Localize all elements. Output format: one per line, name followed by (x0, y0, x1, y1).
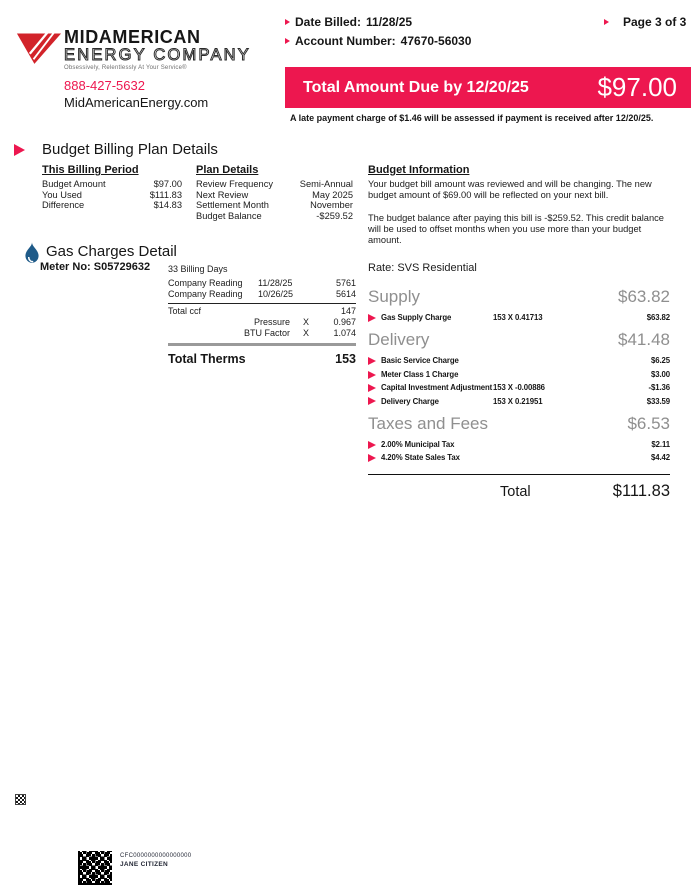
charge-row (368, 381, 670, 394)
charge-label: Capital Investment Adjustment (381, 383, 493, 393)
plan-details-row (196, 211, 353, 222)
arrow-icon (604, 19, 609, 25)
usage-table (168, 264, 356, 366)
supply-group-header (368, 287, 670, 307)
charge-amount: $33.59 (646, 396, 670, 406)
budget-section-title: Budget Billing Plan Details (42, 141, 218, 158)
brand-text-block (64, 28, 251, 110)
group-amount: $41.48 (618, 330, 670, 350)
charge-calc: 153 X 0.21951 (493, 396, 543, 406)
billing-period-column (42, 164, 182, 211)
taxes-group-header (368, 414, 670, 434)
plan-details-row (196, 190, 353, 201)
plan-details-title: Plan Details (196, 164, 259, 176)
budget-info-paragraph: The budget balance after paying this bill is -$259.52. This credit balance will be used to offset months when you use more than your budget amount. (368, 212, 664, 246)
plan-details-row (196, 179, 353, 190)
charge-row (368, 438, 670, 451)
row-label: Budget Balance (196, 210, 262, 221)
charges-total-amount: $111.83 (612, 481, 670, 500)
total-therms-row (168, 352, 356, 366)
plan-details-row (196, 200, 353, 211)
arrow-icon (285, 38, 290, 44)
account-number-value: 47670-56030 (400, 34, 472, 48)
row-label: Budget Amount (42, 179, 106, 189)
mail-code: CFC0000000000000000 (120, 853, 192, 859)
play-icon (368, 441, 376, 449)
row-label: Review Frequency (196, 179, 273, 189)
charge-row (368, 311, 670, 324)
recipient-name: JANE CITIZEN (120, 861, 169, 868)
budget-info-paragraph: Your budget bill amount was reviewed and will be changing. The new budget amount of $69.00 will be reflected on your next bill. (368, 179, 652, 201)
total-due-banner (285, 67, 691, 108)
charge-label: Gas Supply Charge (381, 313, 452, 322)
charge-label: 2.00% Municipal Tax (381, 440, 455, 450)
btu-factor-row (168, 328, 356, 339)
charge-label: Delivery Charge (381, 396, 439, 406)
billing-period-title: This Billing Period (42, 164, 139, 176)
midamerican-logo-icon (16, 31, 62, 71)
charge-label: Basic Service Charge (381, 356, 459, 366)
row-label: Difference (42, 200, 85, 211)
reading-value: 5761 (335, 278, 356, 288)
thick-divider (168, 343, 356, 346)
qr-code (15, 794, 26, 805)
group-name: Taxes and Fees (368, 414, 489, 434)
play-icon (368, 397, 376, 405)
delivery-group-header (368, 330, 670, 350)
flame-icon (22, 241, 42, 264)
reading-date: 11/28/25 (258, 278, 293, 288)
factor-operator: X (302, 328, 309, 338)
reading-label: Company Reading (168, 278, 243, 288)
total-therms-label: Total Therms (168, 352, 246, 366)
mailing-block (120, 853, 191, 868)
row-value: $97.00 (153, 179, 182, 189)
billing-period-row (42, 179, 182, 190)
late-payment-notice: A late payment charge of $1.46 will be assessed if payment is received after 12/20/25. (290, 113, 654, 123)
datamatrix-barcode (78, 851, 112, 885)
charge-amount: $6.25 (650, 356, 670, 366)
group-name: Delivery (368, 330, 430, 350)
charge-row (368, 354, 670, 367)
charge-amount: $4.42 (650, 453, 670, 463)
billing-days: 33 Billing Days (168, 264, 228, 274)
total-ccf-row (168, 306, 356, 317)
factor-operator: X (302, 317, 309, 327)
budget-information-column (368, 164, 665, 257)
page-indicator (604, 15, 686, 29)
play-icon (368, 454, 376, 462)
billing-period-row (42, 190, 182, 201)
charge-calc: 153 X -0.00886 (493, 383, 545, 393)
play-icon (368, 371, 376, 379)
factor-label: Pressure (253, 317, 290, 327)
charge-label: Meter Class 1 Charge (381, 369, 459, 379)
charge-row (368, 451, 670, 464)
brand-name-line1: MIDAMERICAN (64, 27, 201, 47)
group-amount: $6.53 (627, 414, 670, 434)
charge-amount: $2.11 (651, 440, 670, 450)
play-icon (368, 314, 376, 322)
brand-website: MidAmericanEnergy.com (64, 95, 209, 110)
total-due-amount: $97.00 (597, 72, 677, 102)
factor-label: BTU Factor (243, 328, 290, 338)
reading-date: 10/26/25 (258, 289, 294, 299)
row-value: $14.83 (153, 200, 182, 211)
charges-panel (368, 262, 670, 501)
charges-total-row (368, 482, 670, 501)
group-name: Supply (368, 287, 420, 306)
budget-information-title: Budget Information (368, 164, 470, 176)
account-number-line (285, 34, 471, 48)
row-value: May 2025 (312, 189, 353, 200)
reading-label: Company Reading (168, 289, 243, 299)
group-amount: $63.82 (618, 287, 670, 306)
charges-total-label: Total (500, 483, 531, 500)
total-ccf-label: Total ccf (168, 306, 202, 316)
rate-label: Rate: SVS Residential (368, 262, 477, 274)
row-label: Next Review (196, 189, 249, 200)
meter-number: Meter No: S05729632 (40, 261, 151, 273)
date-billed-label: Date Billed: (295, 15, 362, 29)
divider (168, 303, 356, 304)
reading-value: 5614 (335, 289, 356, 299)
total-therms-value: 153 (335, 352, 356, 366)
brand-name-line2: ENERGY COMPANY (64, 46, 251, 64)
factor-value: 0.967 (333, 317, 356, 327)
factor-value: 1.074 (333, 328, 356, 338)
brand-tagline: Obsessively, Relentlessly At Your Service® (64, 65, 187, 71)
row-value: November (310, 200, 353, 211)
plan-details-column (196, 164, 353, 221)
play-icon (14, 144, 25, 156)
gas-section-title: Gas Charges Detail (46, 243, 177, 260)
charge-row (368, 368, 670, 381)
row-label: Settlement Month (196, 200, 269, 211)
charge-amount: $3.00 (650, 369, 670, 379)
charge-row (368, 395, 670, 408)
row-value: -$259.52 (316, 210, 353, 221)
meter-reading-row (168, 289, 356, 300)
charge-amount: -$1.36 (648, 383, 670, 393)
charge-amount: $63.82 (646, 313, 670, 322)
play-icon (368, 384, 376, 392)
brand-phone-number: 888-427-5632 (64, 78, 145, 93)
total-ccf-value: 147 (340, 306, 356, 316)
page-indicator-label: Page 3 of 3 (623, 15, 687, 29)
row-value: $111.83 (149, 189, 182, 200)
pressure-row (168, 317, 356, 328)
billing-period-row (42, 200, 182, 211)
date-billed-line (285, 15, 412, 29)
brand-logo (16, 28, 251, 110)
arrow-icon (285, 19, 290, 25)
play-icon (368, 357, 376, 365)
meter-reading-row (168, 278, 356, 289)
total-due-label: Total Amount Due by 12/20/25 (303, 78, 529, 96)
row-value: Semi-Annual (299, 179, 353, 189)
charge-calc: 153 X 0.41713 (493, 313, 543, 322)
divider (368, 474, 670, 475)
account-number-label: Account Number: (295, 34, 396, 48)
row-label: You Used (42, 189, 82, 200)
date-billed-value: 11/28/25 (366, 15, 413, 29)
charge-label: 4.20% State Sales Tax (381, 453, 460, 463)
